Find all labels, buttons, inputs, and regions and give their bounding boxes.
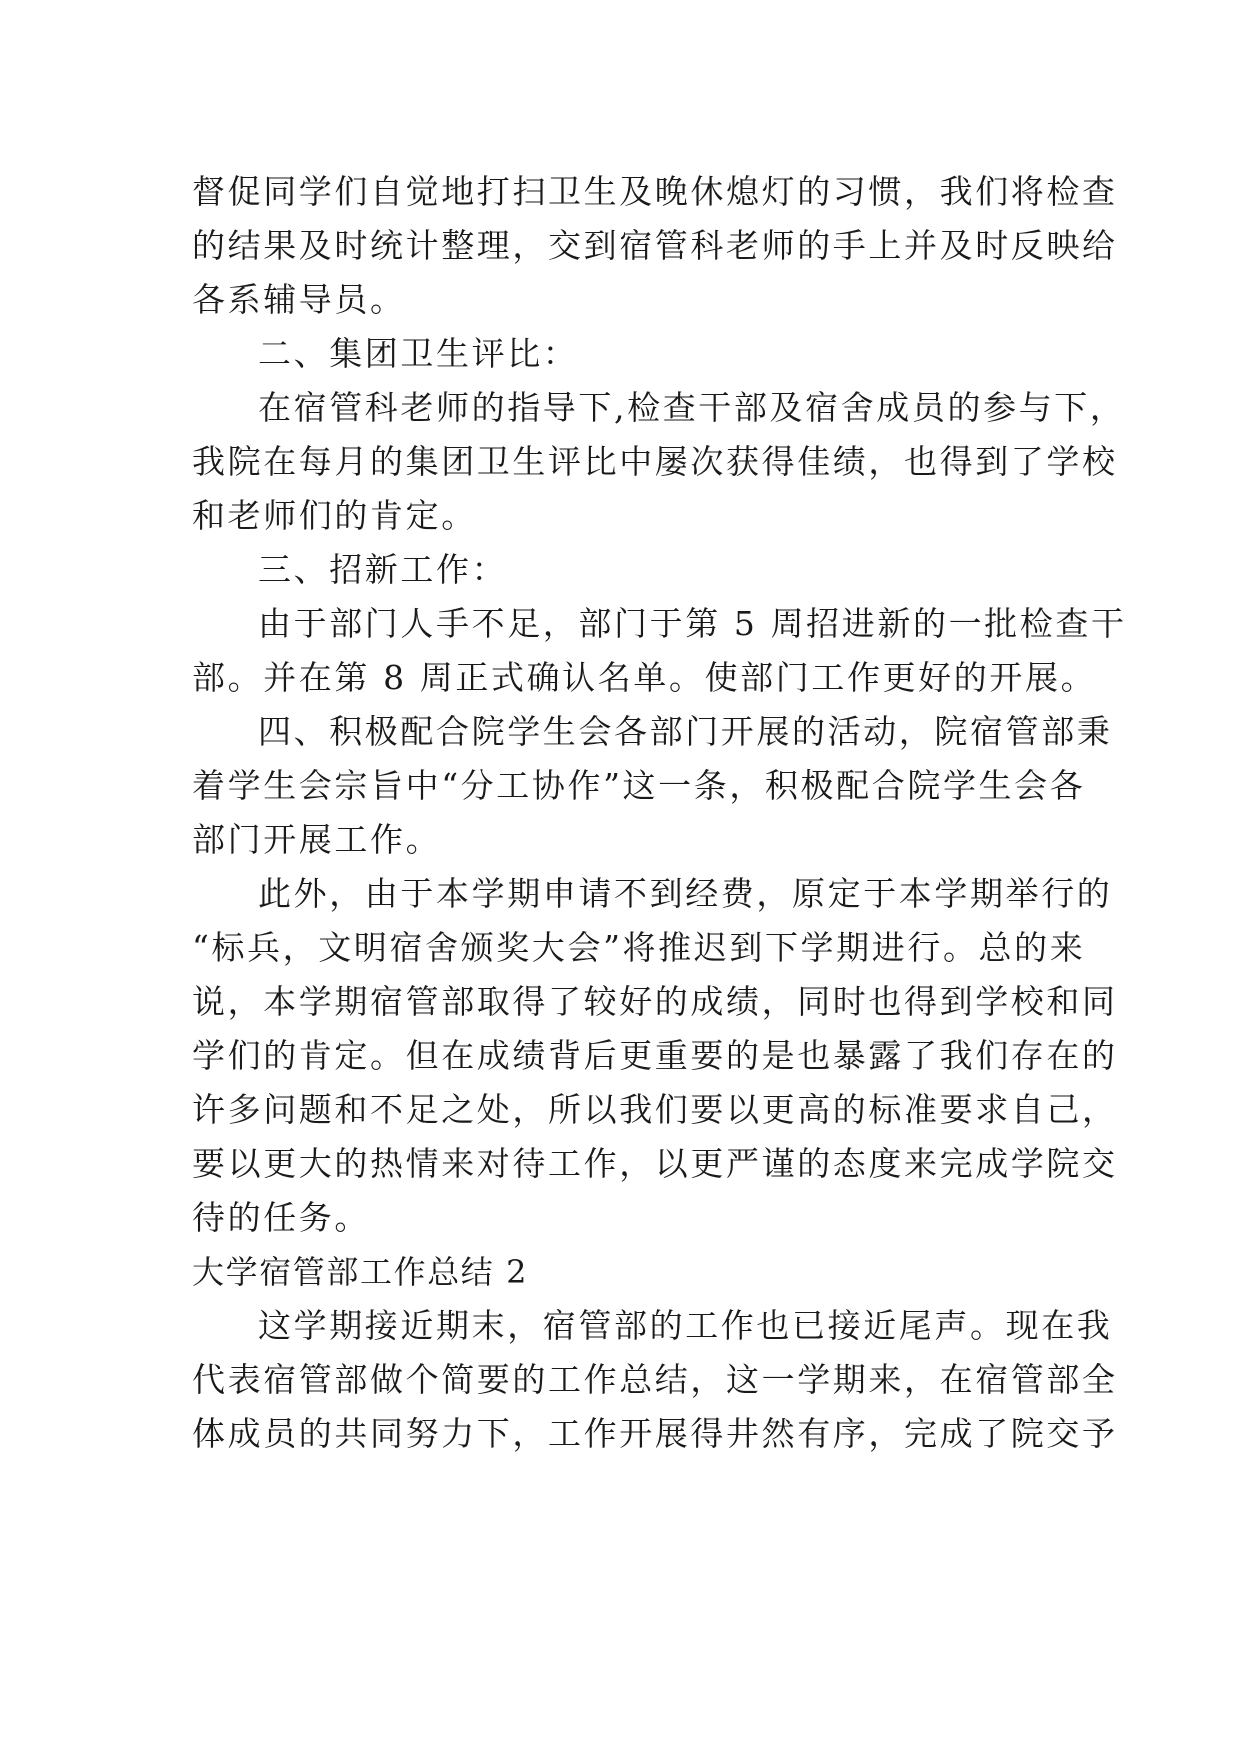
paragraph-line: 许多问题和不足之处，所以我们要以更高的标准要求自己， [192, 1090, 1118, 1129]
paragraph-line: 此外，由于本学期申请不到经费，原定于本学期举行的 [258, 874, 1113, 913]
paragraph-line: 的结果及时统计整理，交到宿管科老师的手上并及时反映给 [192, 226, 1118, 265]
section-heading: 四、积极配合院学生会各部门开展的活动，院宿管部秉 [258, 712, 1113, 751]
paragraph-line: 这学期接近期末，宿管部的工作也已接近尾声。现在我 [258, 1306, 1113, 1345]
section-heading: 二、集团卫生评比： [258, 334, 579, 373]
paragraph-line: 由于部门人手不足，部门于第 5 周招进新的一批检查干 [258, 604, 1127, 643]
paragraph-line: 体成员的共同努力下，工作开展得井然有序，完成了院交予 [192, 1414, 1118, 1453]
paragraph-line: “标兵，文明宿舍颁奖大会”将推迟到下学期进行。总的来 [192, 928, 1086, 967]
paragraph-line: 待的任务。 [192, 1198, 370, 1237]
paragraph-line: 说，本学期宿管部取得了较好的成绩，同时也得到学校和同 [192, 982, 1118, 1021]
paragraph-line: 在宿管科老师的指导下,检查干部及宿舍成员的参与下， [258, 388, 1126, 427]
paragraph-line: 部。并在第 8 周正式确认名单。使部门工作更好的开展。 [192, 658, 1097, 697]
paragraph-line: 各系辅导员。 [192, 280, 406, 319]
paragraph-line: 着学生会宗旨中“分工协作”这一条，积极配合院学生会各 [192, 766, 1086, 805]
paragraph-line: 督促同学们自觉地打扫卫生及晚休熄灯的习惯，我们将检查 [192, 172, 1118, 211]
paragraph-line: 代表宿管部做个简要的工作总结，这一学期来，在宿管部全 [192, 1360, 1118, 1399]
document-heading: 大学宿管部工作总结 2 [192, 1253, 529, 1291]
paragraph-line: 和老师们的肯定。 [192, 496, 477, 535]
section-heading: 三、招新工作： [258, 550, 508, 589]
paragraph-line: 要以更大的热情来对待工作，以更严谨的态度来完成学院交 [192, 1144, 1118, 1183]
paragraph-line: 学们的肯定。但在成绩背后更重要的是也暴露了我们存在的 [192, 1036, 1118, 1075]
paragraph-line: 我院在每月的集团卫生评比中屡次获得佳绩，也得到了学校 [192, 442, 1118, 481]
paragraph-line: 部门开展工作。 [192, 820, 442, 859]
